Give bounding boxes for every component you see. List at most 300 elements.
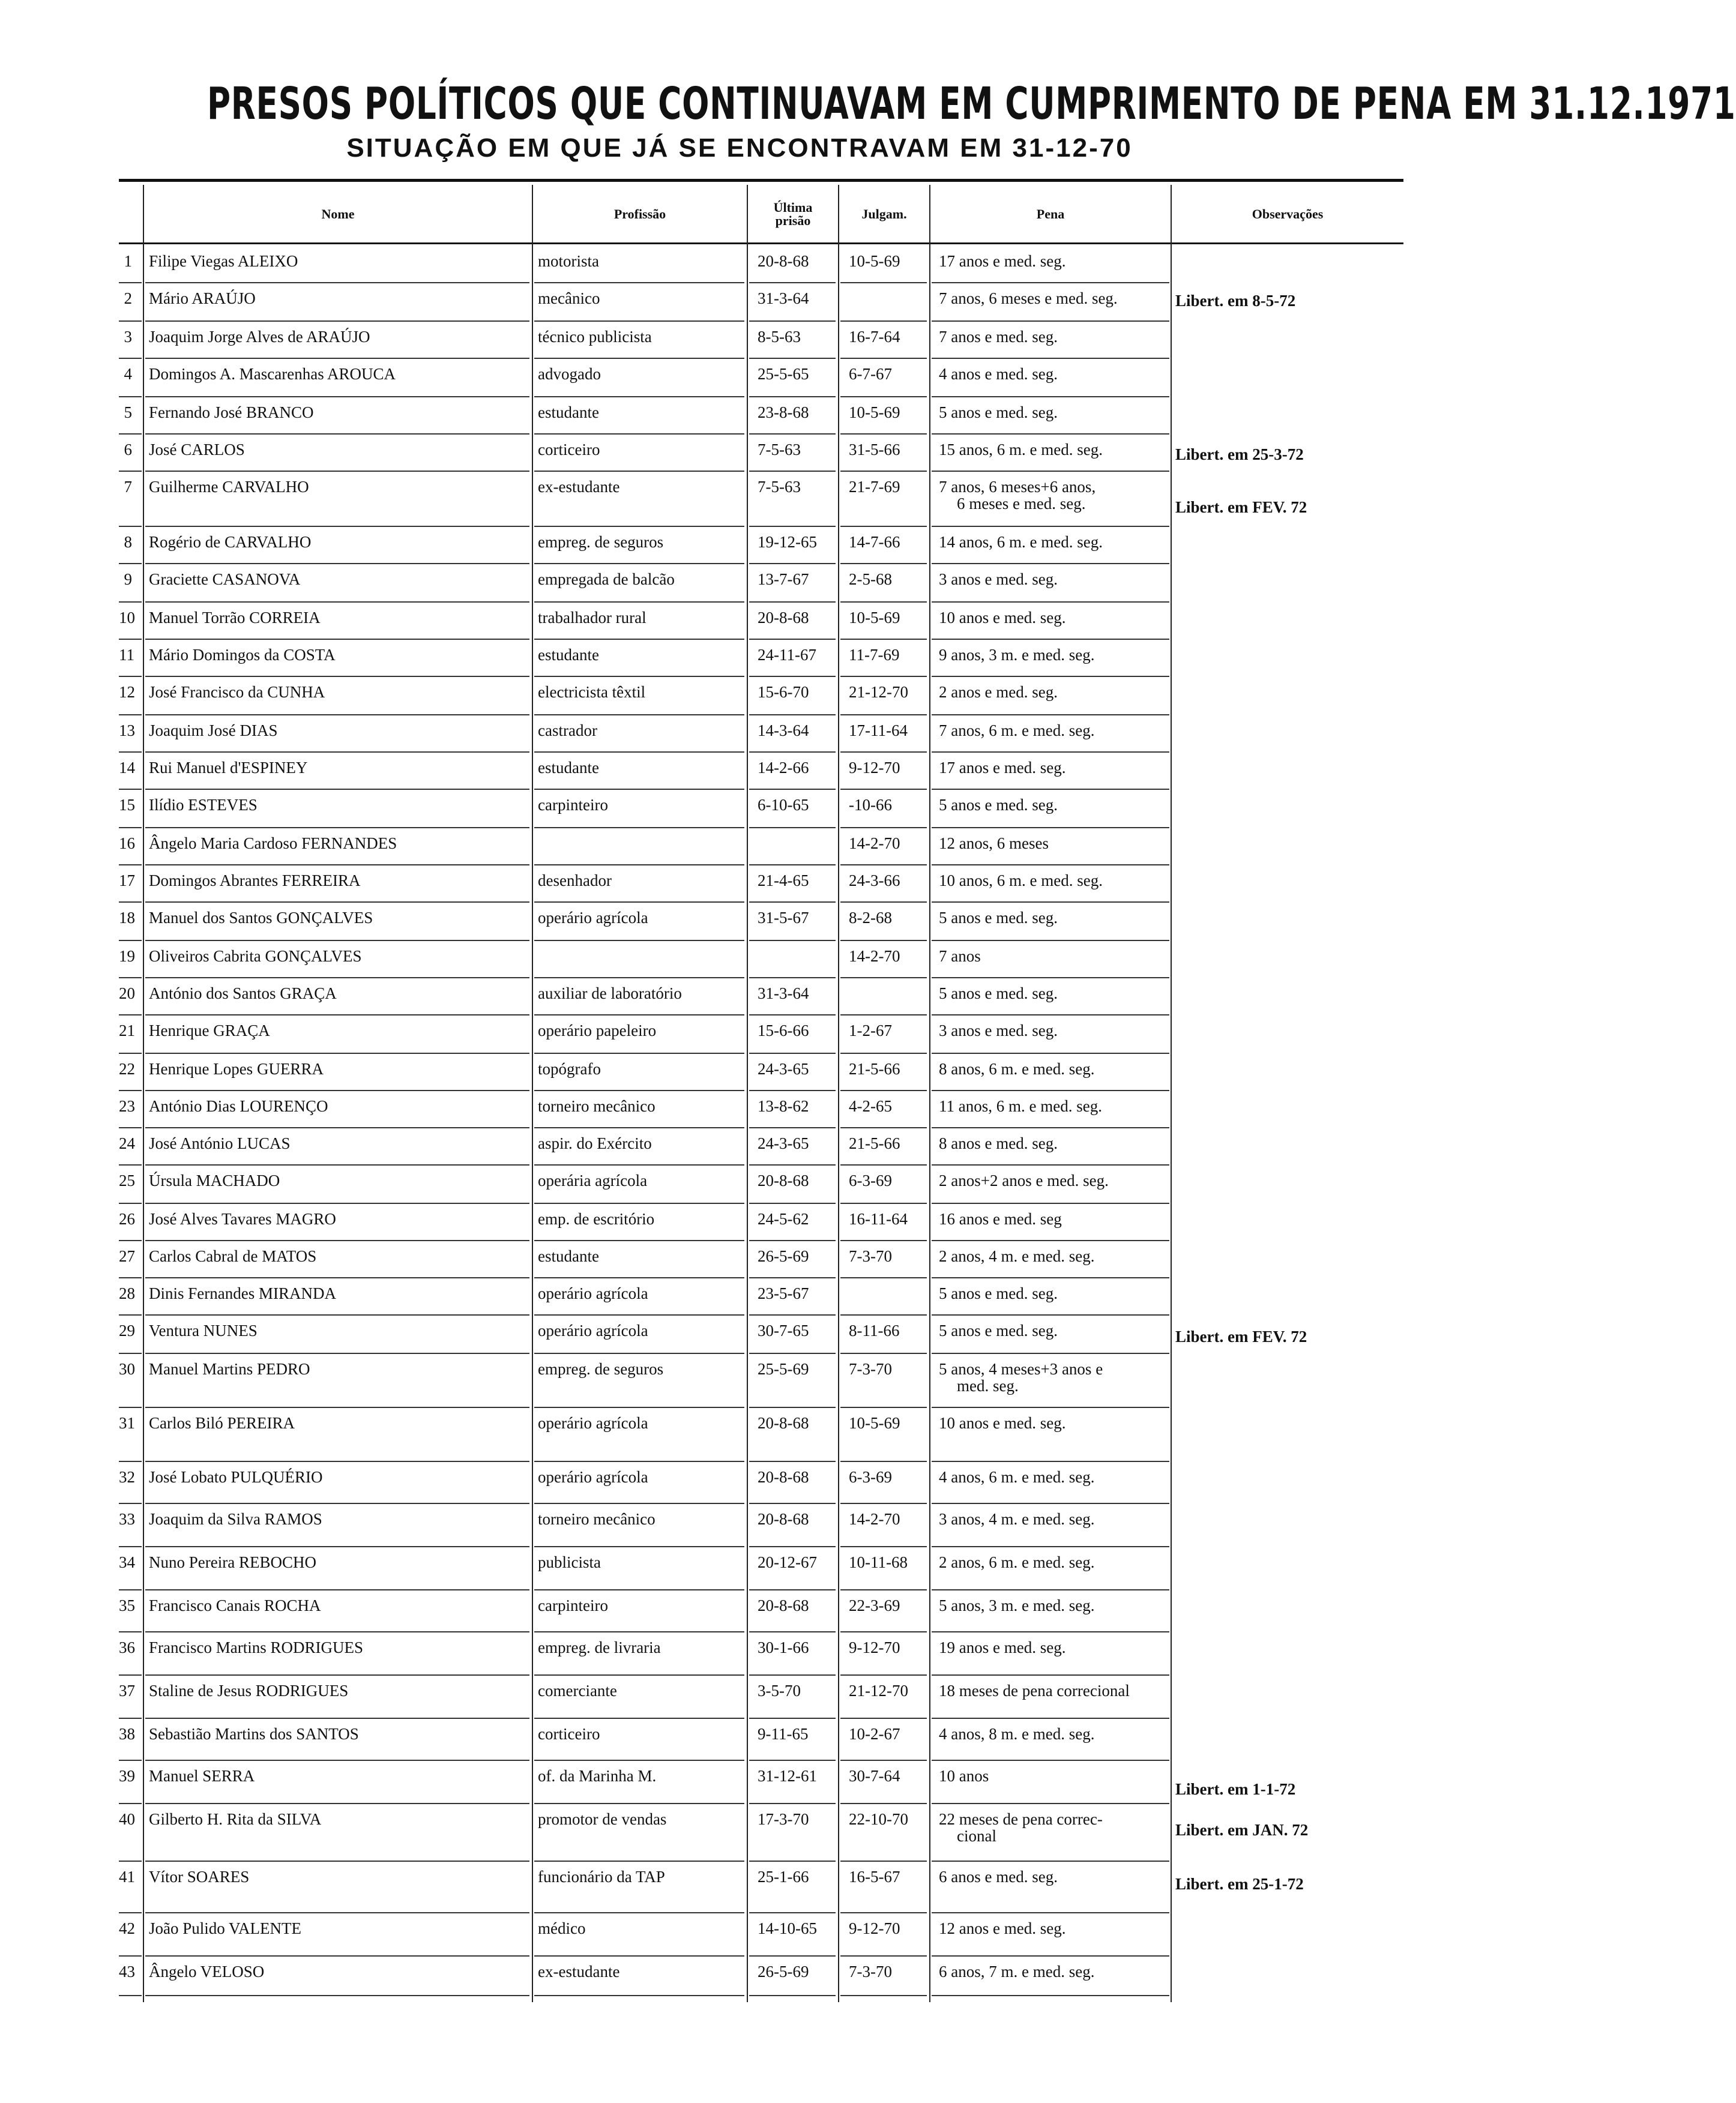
row-separator [145,1718,529,1719]
cell-profissao: empreg. de seguros [538,533,664,551]
row-separator [145,714,529,715]
cell-nome: Carlos Biló PEREIRA [149,1414,295,1432]
row-separator [840,1164,927,1166]
row-separator [932,1995,1169,1996]
row-separator [749,751,836,753]
row-number: 35 [119,1596,135,1614]
row-separator [840,1546,927,1547]
cell-nome: João Pulido VALENTE [149,1919,302,1937]
row-separator [145,1127,529,1128]
cell-pena: 8 anos e med. seg. [939,1134,1058,1152]
row-separator [534,940,744,941]
cell-nome: Graciette CASANOVA [149,570,301,588]
cell-pena: 17 anos e med. seg. [939,759,1066,777]
cell-pena: 4 anos e med. seg. [939,365,1058,383]
row-separator [119,282,142,283]
cell-pena: 3 anos, 4 m. e med. seg. [939,1510,1095,1528]
row-separator [749,526,836,527]
row-separator [145,601,529,603]
cell-julgam: 14-7-66 [849,533,900,551]
cell-profissao: torneiro mecânico [538,1097,656,1115]
cell-pena: 5 anos e med. seg. [939,403,1058,421]
cell-profissao: auxiliar de laboratório [538,984,682,1002]
row-separator [932,789,1169,790]
cell-nome: Ventura NUNES [149,1322,258,1340]
cell-prisao: 20-8-68 [758,1468,809,1486]
cell-pena: 5 anos e med. seg. [939,796,1058,814]
row-separator [145,526,529,527]
observacao-row-39: Libert. em 1-1-72 [1175,1780,1296,1798]
row-separator [932,1353,1169,1354]
row-number: 24 [119,1134,135,1152]
cell-nome: Dinis Fernandes MIRANDA [149,1284,336,1302]
cell-profissao: corticeiro [538,1725,600,1743]
cell-prisao: 14-3-64 [758,721,809,739]
row-separator [534,471,744,472]
row-separator [932,1955,1169,1957]
row-separator [932,1912,1169,1913]
row-separator [145,1164,529,1166]
cell-nome: Manuel Martins PEDRO [149,1360,310,1378]
row-separator [145,940,529,941]
cell-pena: 17 anos e med. seg. [939,252,1066,270]
row-separator [119,1760,142,1761]
row-separator [749,1407,836,1408]
row-separator [534,1546,744,1547]
cell-nome: José António LUCAS [149,1134,291,1152]
cell-pena: 10 anos, 6 m. e med. seg. [939,871,1103,889]
row-separator [840,1053,927,1054]
row-separator [119,1127,142,1128]
column-divider [532,185,533,2002]
row-separator [119,1955,142,1957]
row-number: 11 [119,646,134,664]
row-separator [840,977,927,978]
observacao-row-6: Libert. em 25-3-72 [1175,445,1304,463]
cell-profissao: técnico publicista [538,328,652,346]
cell-profissao: publicista [538,1553,601,1571]
cell-prisao: 21-4-65 [758,871,809,889]
cell-pena: 3 anos e med. seg. [939,1021,1058,1039]
row-separator [119,1912,142,1913]
cell-nome: Filipe Viegas ALEIXO [149,252,298,270]
row-separator [145,1995,529,1996]
row-separator [932,1674,1169,1676]
cell-pena-continued: cional [957,1827,996,1845]
cell-profissao: médico [538,1919,586,1937]
row-separator [932,827,1169,828]
cell-prisao: 31-5-67 [758,909,809,927]
row-separator [119,714,142,715]
row-number: 42 [119,1919,135,1937]
row-separator [749,1803,836,1804]
row-separator [932,1240,1169,1241]
row-separator [932,1014,1169,1015]
row-separator [840,1461,927,1462]
row-separator [534,1912,744,1913]
row-separator [119,1718,142,1719]
cell-prisao: 14-10-65 [758,1919,817,1937]
row-separator [932,1760,1169,1761]
top-rule [119,179,1403,182]
row-separator [145,1803,529,1804]
row-separator [145,433,529,435]
cell-profissao: promotor de vendas [538,1810,667,1828]
cell-prisao: 31-3-64 [758,289,809,307]
row-separator [145,1861,529,1862]
cell-profissao: castrador [538,721,597,739]
row-separator [932,1461,1169,1462]
row-separator [840,1407,927,1408]
cell-nome: António dos Santos GRAÇA [149,984,337,1002]
cell-nome: Henrique GRAÇA [149,1021,270,1039]
row-number: 8 [124,533,132,551]
row-separator [534,1240,744,1241]
row-separator [840,1014,927,1015]
row-separator [145,1912,529,1913]
cell-prisao: 19-12-65 [758,533,817,551]
cell-pena: 6 anos, 7 m. e med. seg. [939,1963,1095,1981]
row-number: 41 [119,1868,135,1886]
row-separator [840,396,927,397]
row-separator [840,601,927,603]
cell-nome: Joaquim José DIAS [149,721,278,739]
cell-nome: Carlos Cabral de MATOS [149,1247,317,1265]
row-separator [840,1127,927,1128]
row-number: 12 [119,683,135,701]
row-number: 38 [119,1725,135,1743]
cell-julgam: 16-7-64 [849,328,900,346]
row-separator [840,1955,927,1957]
row-separator [932,1546,1169,1547]
row-separator [534,601,744,603]
cell-prisao: 25-1-66 [758,1868,809,1886]
row-separator [534,676,744,677]
cell-pena: 7 anos [939,947,981,965]
row-separator [749,676,836,677]
cell-julgam: 7-3-70 [849,1963,892,1981]
cell-nome: Fernando José BRANCO [149,403,314,421]
row-separator [932,676,1169,677]
row-number: 37 [119,1682,135,1700]
row-number: 17 [119,871,135,889]
cell-nome: Rui Manuel d'ESPINEY [149,759,308,777]
cell-nome: Francisco Martins RODRIGUES [149,1638,363,1656]
cell-profissao: trabalhador rural [538,609,646,627]
row-separator [840,563,927,564]
cell-profissao: carpinteiro [538,1596,608,1614]
cell-profissao: operário agrícola [538,909,648,927]
cell-prisao: 15-6-70 [758,683,809,701]
cell-julgam: 21-5-66 [849,1134,900,1152]
cell-prisao: 30-7-65 [758,1322,809,1340]
row-separator [749,1053,836,1054]
header-ultima-prisao [748,185,838,244]
cell-prisao: 14-2-66 [758,759,809,777]
row-separator [145,676,529,677]
row-separator [534,526,744,527]
row-number: 1 [124,252,132,270]
row-separator [749,864,836,865]
row-separator [145,1277,529,1278]
cell-nome: Mário ARAÚJO [149,289,256,307]
row-number: 18 [119,909,135,927]
row-separator [534,1277,744,1278]
row-separator [534,1503,744,1504]
cell-nome: Gilberto H. Rita da SILVA [149,1810,322,1828]
row-separator [749,282,836,283]
cell-pena: 18 meses de pena correcional [939,1682,1130,1700]
cell-profissao: aspir. do Exército [538,1134,652,1152]
row-separator [840,714,927,715]
row-separator [840,526,927,527]
cell-prisao: 20-8-68 [758,1172,809,1190]
row-separator [534,1995,744,1996]
row-separator [534,1589,744,1590]
row-number: 28 [119,1284,135,1302]
cell-nome: Oliveiros Cabrita GONÇALVES [149,947,362,965]
row-separator [840,1353,927,1354]
cell-julgam: 21-5-66 [849,1060,900,1078]
cell-nome: Henrique Lopes GUERRA [149,1060,324,1078]
row-separator [534,751,744,753]
row-separator [534,1461,744,1462]
cell-pena: 22 meses de pena correc- [939,1810,1103,1828]
row-separator [749,1674,836,1676]
row-separator [840,1277,927,1278]
cell-nome: Joaquim da Silva RAMOS [149,1510,322,1528]
row-separator [749,1240,836,1241]
cell-prisao: 24-3-65 [758,1060,809,1078]
row-separator [119,639,142,640]
cell-profissao: of. da Marinha M. [538,1767,657,1785]
row-separator [534,977,744,978]
cell-prisao: 7-5-63 [758,478,801,496]
row-separator [932,320,1169,322]
row-separator [932,1164,1169,1166]
row-number: 7 [124,478,132,496]
cell-prisao: 24-3-65 [758,1134,809,1152]
cell-julgam: 10-5-69 [849,609,900,627]
row-separator [749,601,836,603]
row-number: 40 [119,1810,135,1828]
row-separator [840,676,927,677]
cell-julgam: 9-12-70 [849,1638,900,1656]
row-separator [145,1589,529,1590]
cell-profissao: empregada de balcão [538,570,675,588]
row-separator [119,433,142,435]
cell-julgam: 10-2-67 [849,1725,900,1743]
row-separator [932,1589,1169,1590]
row-separator [534,1760,744,1761]
cell-nome: Manuel dos Santos GONÇALVES [149,909,373,927]
cell-julgam: 6-3-69 [849,1468,892,1486]
cell-prisao: 7-5-63 [758,441,801,459]
row-separator [145,396,529,397]
cell-profissao: operária agrícola [538,1172,648,1190]
row-separator [749,1631,836,1632]
row-number: 6 [124,441,132,459]
header-julgam: Julgam. [861,206,907,221]
cell-prisao: 20-8-68 [758,1510,809,1528]
row-separator [145,320,529,322]
column-divider [143,185,144,2002]
cell-julgam: 7-3-70 [849,1360,892,1378]
cell-prisao: 30-1-66 [758,1638,809,1656]
observacao-row-41: Libert. em 25-1-72 [1175,1875,1304,1893]
cell-julgam: 11-7-69 [849,646,900,664]
row-separator [932,1803,1169,1804]
row-separator [145,789,529,790]
row-separator [534,1127,744,1128]
row-separator [534,714,744,715]
cell-nome: Ângelo VELOSO [149,1963,265,1981]
row-separator [145,827,529,828]
row-separator [534,639,744,640]
header-ultima: Última [773,200,813,215]
row-number: 23 [119,1097,135,1115]
row-separator [840,282,927,283]
row-separator [534,1407,744,1408]
row-number: 31 [119,1414,135,1432]
row-separator [534,1803,744,1804]
column-divider [1171,185,1172,2002]
row-separator [145,1631,529,1632]
row-separator [840,639,927,640]
row-separator [119,1203,142,1204]
row-separator [145,358,529,359]
cell-prisao: 6-10-65 [758,796,809,814]
cell-pena: 12 anos e med. seg. [939,1919,1066,1937]
row-separator [119,1674,142,1676]
cell-julgam: -10-66 [849,796,892,814]
row-separator [749,1546,836,1547]
cell-nome: Mário Domingos da COSTA [149,646,336,664]
row-separator [119,471,142,472]
row-separator [119,827,142,828]
row-separator [145,1461,529,1462]
row-separator [932,1407,1169,1408]
cell-julgam: 16-11-64 [849,1210,908,1228]
row-separator [145,282,529,283]
cell-profissao: operário agrícola [538,1414,648,1432]
observacao-row-7: Libert. em FEV. 72 [1175,498,1307,516]
cell-pena: 19 anos e med. seg. [939,1638,1066,1656]
cell-profissao: estudante [538,759,599,777]
row-number: 25 [119,1172,135,1190]
row-number: 19 [119,947,135,965]
row-separator [749,1164,836,1166]
row-separator [534,864,744,865]
cell-pena: 8 anos, 6 m. e med. seg. [939,1060,1095,1078]
cell-profissao: electricista têxtil [538,683,646,701]
cell-pena: 16 anos e med. seg [939,1210,1062,1228]
row-separator [119,1353,142,1354]
row-separator [932,901,1169,903]
cell-julgam: 7-3-70 [849,1247,892,1265]
cell-profissao: empreg. de livraria [538,1638,661,1656]
cell-profissao: motorista [538,252,599,270]
cell-julgam: 14-2-70 [849,834,900,852]
row-separator [119,1053,142,1054]
row-separator [840,1631,927,1632]
row-separator [840,1503,927,1504]
row-separator [145,751,529,753]
row-separator [749,1861,836,1862]
observacao-row-2: Libert. em 8-5-72 [1175,292,1296,310]
row-separator [534,433,744,435]
row-separator [749,433,836,435]
cell-profissao: mecânico [538,289,600,307]
row-separator [840,1803,927,1804]
row-separator [749,940,836,941]
header-observacoes: Observações [1252,206,1324,221]
row-separator [534,901,744,903]
row-separator [840,471,927,472]
row-separator [119,1631,142,1632]
cell-prisao: 20-12-67 [758,1553,817,1571]
header-profissao: Profissão [613,206,666,221]
row-separator [932,358,1169,359]
cell-julgam: 17-11-64 [849,721,908,739]
cell-pena: 2 anos e med. seg. [939,683,1058,701]
row-separator [145,1407,529,1408]
cell-julgam: 21-12-70 [849,683,908,701]
row-number: 36 [119,1638,135,1656]
row-separator [749,1912,836,1913]
cell-profissao: advogado [538,365,601,383]
cell-julgam: 1-2-67 [849,1021,892,1039]
row-separator [932,1718,1169,1719]
row-separator [840,1090,927,1091]
row-separator [145,1240,529,1241]
row-separator [749,471,836,472]
cell-pena: 7 anos, 6 m. e med. seg. [939,721,1095,739]
row-separator [119,1090,142,1091]
cell-nome: José Francisco da CUNHA [149,683,325,701]
row-separator [145,1674,529,1676]
cell-julgam: 9-12-70 [849,1919,900,1937]
cell-nome: António Dias LOURENÇO [149,1097,328,1115]
row-separator [534,282,744,283]
cell-nome: José Lobato PULQUÉRIO [149,1468,323,1486]
row-separator [534,1674,744,1676]
cell-prisao: 13-7-67 [758,570,809,588]
cell-pena: 7 anos, 6 meses e med. seg. [939,289,1118,307]
cell-prisao: 26-5-69 [758,1247,809,1265]
row-separator [534,1053,744,1054]
cell-pena: 5 anos e med. seg. [939,1284,1058,1302]
header-prisao: prisão [775,213,811,228]
cell-prisao: 26-5-69 [758,1963,809,1981]
row-separator [840,320,927,322]
cell-pena: 5 anos, 4 meses+3 anos e [939,1360,1103,1378]
cell-prisao: 23-5-67 [758,1284,809,1302]
row-separator [932,1631,1169,1632]
cell-nome: Ilídio ESTEVES [149,796,258,814]
page-subtitle: SITUAÇÃO EM QUE JÁ SE ENCONTRAVAM EM 31-12-70 [346,133,1133,163]
row-separator [534,1164,744,1166]
cell-nome: Joaquim Jorge Alves de ARAÚJO [149,328,370,346]
cell-julgam: 14-2-70 [849,1510,900,1528]
cell-prisao: 31-12-61 [758,1767,817,1785]
cell-pena: 10 anos [939,1767,989,1785]
cell-prisao: 8-5-63 [758,328,801,346]
row-separator [119,526,142,527]
cell-pena: 15 anos, 6 m. e med. seg. [939,441,1103,459]
row-separator [145,864,529,865]
row-separator [932,1277,1169,1278]
